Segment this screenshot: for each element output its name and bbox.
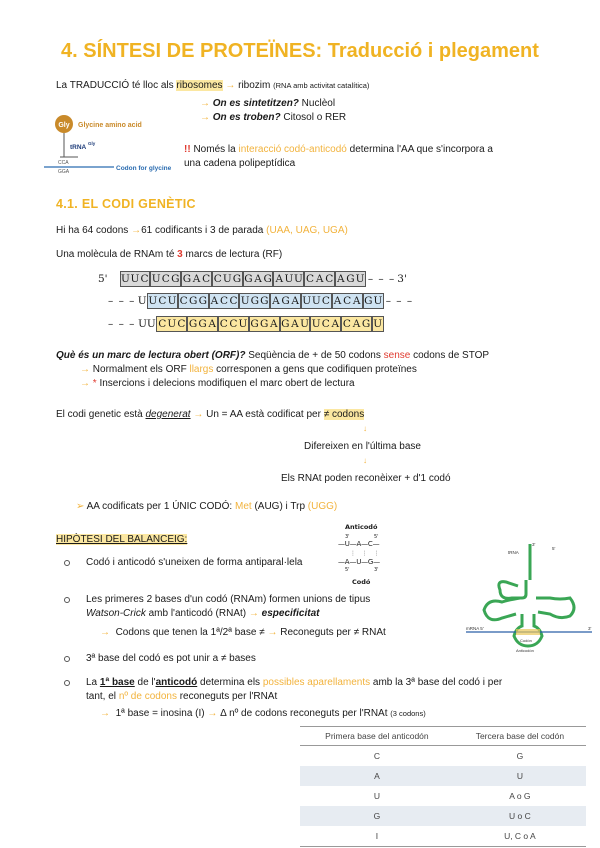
reading-frame-1: 5' U U C U C G G A C C U G G A G A U U C A C A G U – – – 3' [98,273,407,285]
rf1-codon-2: U C G [151,273,180,285]
svg-text:3': 3' [532,542,536,547]
arrow-icon: → [200,98,213,109]
arrow-icon: → [207,708,221,719]
svg-text:Codón: Codón [520,638,532,643]
rf1-codon-7: C A C [306,273,334,285]
rf3-codon-7: C A G [342,318,371,330]
svg-text:3': 3' [588,626,592,631]
five-prime-label: 5' [98,273,108,285]
rf2-codon-7: A C A [333,295,361,307]
wobble-bullet-2-line-3: → Codons que tenen la 1ª/2ª base ≠ → Reconeguts per ≠ RNAt [100,627,386,638]
svg-text:Anticodón: Anticodón [516,648,534,653]
rf2-codon-4: U G G [240,295,269,307]
arrow-icon: → [267,627,281,638]
wobble-bullet-4-line-1: La 1ª base de l'anticodó determina els possibles aparellaments amb la 3ª base del codó i per [86,677,503,688]
rf1-codon-8: A G U [337,273,365,285]
ribosomes-highlight: ribosomes [176,80,223,91]
rf3-codon-1: C U C [158,318,186,330]
table-header: Primera base del anticodón [300,727,454,746]
rf3-codon-2: G G A [188,318,216,330]
table-row: G U o C [300,806,586,826]
rf3-codon-3: C C U [219,318,248,330]
table-header: Tercera base del codón [454,727,586,746]
bullet-icon [64,680,70,686]
wobble-bullet-3: 3ª base del codó es pot unir a ≠ bases [86,653,256,664]
table-row: C G [373,751,524,761]
wobble-bullet-4-line-3: → 1ª base = inosina (I) → Δ nº de codons reconeguts per l'RNAt (3 codons) [100,708,426,719]
orf-line-1: → Normalment els ORF llargs corresponen a gens que codifiquen proteïnes [80,364,417,375]
wobble-bullet-4-line-2: tant, el nº de codons reconeguts per l'RNAt [86,691,278,702]
wobble-bullet-1: Codó i anticodó s'uneixen de forma antiparal·lela [86,557,303,568]
table-row: U A o G [373,791,531,801]
rf2-start: U [137,295,147,307]
reading-frames-line: Una molècula de RNAm té 3 marcs de lectura (RF) [56,249,283,260]
anticodon-codon-figure: Anticodó 3' 5' —U—A—C— ⋮ ⋮ ⋮ —A—U—G— 5' 3' Codó [338,523,380,586]
warning-line-1: !! Només la interacció codó-anticodó determina l'AA que s'incorpora a [184,144,493,155]
fig-anticodo-label: Anticodó [345,523,378,531]
trna-glycine-figure [44,112,174,174]
rf3-codon-6: U C A [311,318,340,330]
orf-question: Què és un marc de lectura obert (ORF)? Seqüència de + de 50 codons sense codons de STOP [56,350,490,361]
degenerate-line-2: Difereixen en l'última base [304,441,421,452]
page-title: 4. SÍNTESI DE PROTEÏNES: Traducció i plegament [61,40,539,62]
warning-mark: !! [184,144,191,155]
codon-seq: GGA [58,169,70,174]
rf2-codon-6: U U C [302,295,330,307]
wobble-bullet-2-line-1: Les primeres 2 bases d'un codó (RNAm) formen unions de tipus [86,594,371,605]
wobble-heading: HIPÒTESI DEL BALANCEIG: [56,534,188,545]
gly-label: Gly [58,122,70,129]
codon-label: Codon for glycine [116,165,172,172]
clover-trna-label: tRNA [508,550,519,555]
down-arrow-icon: ↓ [363,424,367,433]
fig-row-codon: —A—U—G— [338,558,380,566]
rf3-codon-8: U [373,318,383,330]
orf-line-2: → * Insercions i delecions modifiquen el marc obert de lectura [80,378,355,389]
rf1-codon-5: G A G [244,273,272,285]
warning-line-2: una cadena polipeptídica [184,158,296,169]
codons-line: Hi ha 64 codons →61 codificants i 3 de parada (UAA, UAG, UGA) [56,225,348,236]
triangle-arrow-icon: ➢ [76,501,87,512]
rf2-codon-3: A C C [210,295,238,307]
three-prime-label: 3' [397,273,407,285]
fig-codo-label: Codó [352,578,371,586]
wobble-bullet-2-line-2: Watson-Crick amb l'anticodó (RNAt) → especificitat [86,608,320,619]
aa-label: Glycine amino acid [78,122,142,129]
arrow-icon: → [80,378,93,389]
unique-codon-line: ➢ AA codificats per 1 ÚNIC CODÓ: Met (AUG) i Trp (UGG) [76,501,338,512]
rf2-codon-2: C G G [179,295,207,307]
arrow-icon: → [100,627,116,638]
arrow-icon: → [222,80,239,91]
rf3-start: UU [138,318,156,330]
intro-q1: → On es sintetitzen? Nuclèol [200,98,336,109]
table-row: A U [300,766,586,786]
rf2-codon-5: A G A [272,295,299,307]
intro-q2: → On es troben? Citosol o RER [200,112,347,123]
rf2-codon-8: G U [364,295,383,307]
arrow-icon: → [100,708,116,719]
rf3-codon-4: G G A [250,318,278,330]
bullet-icon [64,656,70,662]
rf2-codon-1: U C U [148,295,177,307]
degenerate-line-3: Els RNAt poden reconèixer + d'1 codó [281,473,451,484]
reading-frame-3: – – – UU C U C G G A C C U G G A G A U U C A C A G U [108,318,383,330]
reading-frame-2: – – – U U C U C G G A C C U G G A G A U U C A C A G U – – – [108,295,414,307]
degenerate-line: El codi genetic està degenerat → Un = AA està codificat per ≠ codons [56,409,365,420]
arrow-icon: → [200,112,213,123]
arrow-icon: → [248,608,262,619]
arrow-icon: → [190,409,207,420]
rf1-codon-6: A U U [275,273,303,285]
mrna-label: mRNA 5' [466,626,484,631]
rf1-codon-3: G A C [182,273,211,285]
trna-superscript: Gly [88,141,96,146]
svg-text:5': 5' [552,546,556,551]
anticodon-seq: CCA [58,160,69,166]
fig-row-anticodon: —U—A—C— [338,540,380,548]
bullet-icon [64,560,70,566]
trna-cloverleaf-figure [466,540,596,665]
trna-label: tRNA [70,144,87,151]
rf3-codon-5: G A U [281,318,309,330]
arrow-icon: → [80,364,93,375]
down-arrow-icon: ↓ [363,456,367,465]
rf1-codon-1: U U C [120,273,149,285]
wobble-pairing-table [300,726,586,847]
intro-line-1: La TRADUCCIÓ té lloc als ribosomes → ribozim (RNA amb activitat catalítica) [56,80,370,91]
table-row: I U, C o A [300,826,586,847]
bullet-icon [64,597,70,603]
section-heading-codi-genetic: 4.1. EL CODI GENÈTIC [56,197,196,211]
arrow-icon: → [131,225,142,236]
rf1-codon-4: C U G [213,273,242,285]
